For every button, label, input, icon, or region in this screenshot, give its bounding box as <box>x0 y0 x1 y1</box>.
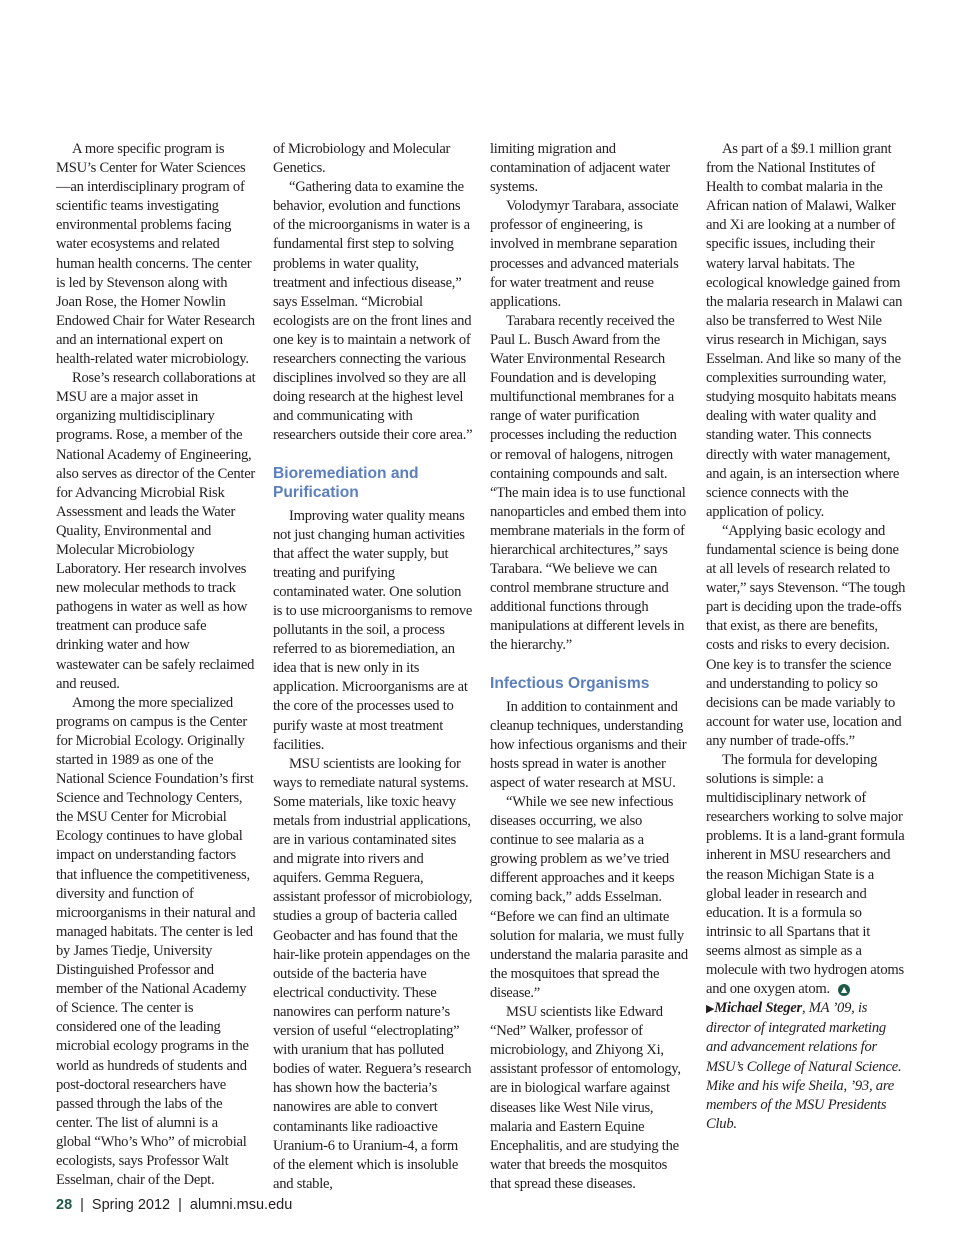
article-column-3 <box>490 140 690 1194</box>
spartan-helmet-icon: ▲ <box>838 984 850 996</box>
website-link[interactable]: alumni.msu.edu <box>189 1197 293 1213</box>
paragraph: of Microbiology and Molecular Genetics. <box>273 141 451 177</box>
page-number: 28 <box>56 1197 73 1213</box>
paragraph: Tarabara recently received the Paul L. Busch Award from the Water Environmental Research Foundation and is developing multifunctional membranes for a range of water purification processes including the reduction or removal of halogens, nitrogen containing compounds and salt. “The main idea is to use functional nanoparticles and embed them into membrane materials in the form of hierarchical architectures,” says Tarabara. “We believe we can control membrane structure and additional functions through manipulations at different levels in the hierarchy.” <box>490 312 686 654</box>
paragraph: In addition to containment and cleanup techniques, understanding how infectious organisms and their hosts spread in water is another aspect of water research at MSU. <box>490 698 687 791</box>
section-heading-bioremediation: Bioremediation and Purification <box>273 464 419 501</box>
section-heading-infectious-organisms: Infectious Organisms <box>490 674 650 692</box>
paragraph: MSU scientists like Edward “Ned” Walker, professor of microbiology, and Zhiyong Xi, assistant professor of entomology, are in biological warfare against diseases like West Nile virus, malaria and Eastern Equine Encephalitis, and are studying the water that breeds the mosquitos that spread these diseases. <box>490 1004 681 1192</box>
paragraph: “Applying basic ecology and fundamental science is being done at all levels of research related to water,” says Stevenson. “The tough part is deciding upon the trade-offs that exist, as there are benefits, costs and risks to every decision. One key is to transfer the science and understanding to policy so decisions can be made variably to account for water use, location and any number of trade-offs.” <box>706 522 906 749</box>
footer-separator: | <box>80 1197 84 1213</box>
author-bio <box>706 999 906 1134</box>
article-column-2 <box>273 140 473 1194</box>
paragraph-text: The formula for developing solutions is simple: a multidisciplinary network of researchers working to solve major problems. It is a land-grant formula inherent in MSU researchers and the reason Michigan State is a global leader in research and education. It is a formula so intrinsic to all Spartans that it seems almost as simple as a molecule with two hydrogen atoms and one oxygen atom. <box>706 752 905 998</box>
paragraph: A more specific program is MSU’s Center for Water Sciences—an interdisciplinary program of scientific teams investigating environmental problems facing water ecosystems and related human health concerns. The center is led by Stevenson along with Joan Rose, the Homer Nowlin Endowed Chair for Water Research and an international expert on health-related water microbiology. <box>56 141 255 368</box>
paragraph: limiting migration and contamination of adjacent water systems. <box>490 141 670 196</box>
paragraph: Volodymyr Tarabara, associate professor of engineering, is involved in membrane separation processes and advanced materials for water treatment and reuse applications. <box>490 198 679 310</box>
paragraph: “Gathering data to examine the behavior, evolution and functions of the microorganisms in water is a fundamental first step to solving problems in water quality, treatment and infectious disease,” says Esselman. “Microbial ecologists are on the front lines and one key is to maintain a network of researchers connecting the various disciplines involved so they are all doing research at the highest level and communicating with researchers outside their core area.” <box>273 179 473 444</box>
author-bio-text: , MA ’09, is director of integrated marketing and advancement relations for MSU’s College of Natural Science. Mike and his wife Sheila, ’93, are members of the MSU Presidents Club. <box>706 1000 902 1132</box>
article-column-4 <box>706 140 906 1134</box>
paragraph: Among the more specialized programs on campus is the Center for Microbial Ecology. Originally started in 1989 as one of the National Science Foundation’s first Science and Technology Centers, the MSU Center for Microbial Ecology continues to have global impact on understanding factors that influence the competitiveness, diversity and function of microorganisms in their natural and managed habitats. The center is led by James Tiedje, University Distinguished Professor and member of the National Academy of Science. The center is considered one of the leading microbial ecology programs in the world as hundreds of students and post-doctoral researchers have passed through the labs of the center. The list of alumni is a global “Who’s Who” of microbial ecologists, says Professor Walt Esselman, chair of the Dept. <box>56 694 256 1189</box>
triangle-arrow-icon: ▶ <box>706 1003 715 1016</box>
paragraph: Rose’s research collaborations at MSU are a major asset in organizing multidisciplinary programs. Rose, a member of the National Academy of Engineering, also serves as director of the Center for Advancing Microbial Risk Assessment and leads the Water Quality, Environmental and Molecular Microbiology Laboratory. Her research involves new molecular methods to track pathogens in water as well as how treatment can produce safe drinking water and how wastewater can be safely reclaimed and reused. <box>56 370 256 692</box>
page-footer <box>56 1197 292 1213</box>
author-name: Michael Steger <box>714 1000 802 1017</box>
article-column-1 <box>56 140 256 1190</box>
paragraph: MSU scientists are looking for ways to remediate natural systems. Some materials, like toxic heavy metals from industrial applications, are in various contaminated sites and migrate into rivers and aquifers. Gemma Reguera, assistant professor of microbiology, studies a group of bacteria called Geobacter and has found that the hair-like protein appendages on the outside of the bacteria have electrical conductivity. These nanowires can perform nature’s version of useful “electroplating” with uranium that has polluted bodies of water. Reguera’s research has shown how the bacteria’s nanowires are able to convert contaminants like radioactive Uranium-6 to Uranium-4, a form of the element which is insoluble and stable, <box>273 755 473 1192</box>
issue-label: Spring 2012 <box>91 1197 171 1213</box>
paragraph: Improving water quality means not just changing human activities that affect the water supply, but treating and purifying contaminated water. One solution is to use microorganisms to remove pollutants in the soil, a process referred to as bioremediation, an idea that is new only in its application. Microorganisms are at the core of the processes used to purify waste at most treatment facilities. <box>273 507 473 753</box>
footer-separator: | <box>178 1197 182 1213</box>
paragraph: “While we see new infectious diseases occurring, we also continue to see malaria as a growing problem as we’ve tried different approaches and it keeps coming back,” adds Esselman. “Before we can find an ultimate solution for malaria, we must fully understand the malaria parasite and the mosquitoes that spread the disease.” <box>490 794 688 1001</box>
paragraph-final <box>706 751 906 999</box>
paragraph: As part of a $9.1 million grant from the National Institutes of Health to combat malaria in the African nation of Malawi, Walker and Xi are looking at a number of specific issues, including their watery larval habitats. The ecological knowledge gained from the malaria research in Malawi can also be transferred to West Nile virus research in Michigan, says Esselman. And like so many of the complexities surrounding water, studying mosquito habitats means dealing with water quality and standing water. This connects directly with water management, and again, is an intersection where science connects with the application of policy. <box>706 141 903 520</box>
